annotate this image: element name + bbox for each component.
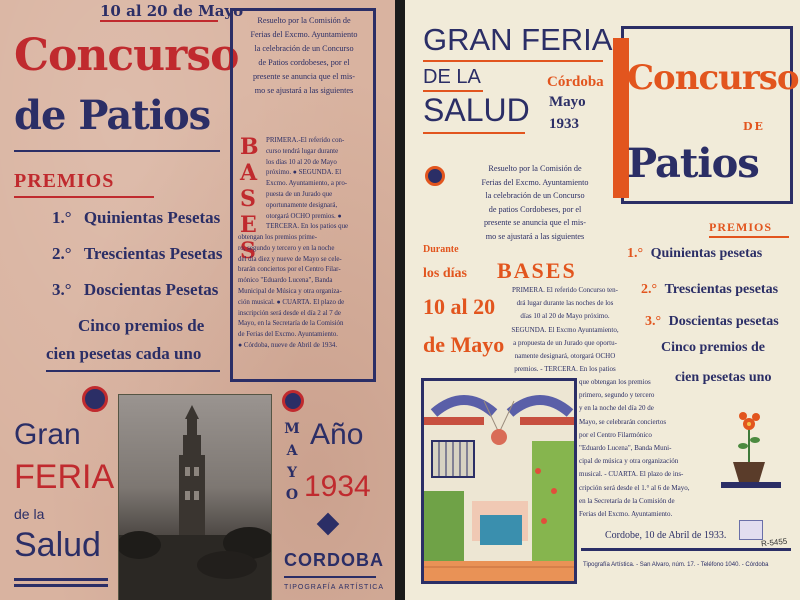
extra-prize-line2: cien pesetas uno bbox=[675, 370, 772, 385]
bases-text-top bbox=[509, 284, 621, 376]
year-text: 1934 bbox=[304, 470, 371, 503]
text-line: curso tendrá lugar durante bbox=[266, 147, 339, 155]
prize-text: Quinientas Pesetas bbox=[83, 208, 221, 227]
text-line: musical. - CUARTA. El plazo de ins- bbox=[579, 470, 684, 479]
text-line: "Eduardo Lucena", Banda Muni- bbox=[579, 444, 672, 453]
bases-text bbox=[266, 136, 374, 233]
text-line: presente se anuncia que el mis- bbox=[483, 218, 587, 228]
text-line: PRIMERA.-El referido con- bbox=[266, 137, 345, 144]
text-line: drá lugar durante las noches de los bbox=[516, 299, 614, 308]
prize-text: Trescientas Pesetas bbox=[83, 244, 223, 263]
salud-rule bbox=[14, 578, 108, 581]
text-line: la celebración de un Concurso bbox=[485, 191, 585, 201]
gran-feria-text: GRAN FERIA bbox=[423, 22, 613, 57]
orange-disc-icon bbox=[425, 166, 445, 186]
title-concurso: Concurso bbox=[14, 30, 239, 81]
text-line: inscripción será desde el día 2 al 7 de bbox=[238, 309, 341, 317]
text-line: a propuesta de un Jurado que oportu- bbox=[513, 338, 617, 347]
prize-number: 1.° bbox=[52, 208, 72, 227]
diamond-icon bbox=[317, 513, 340, 536]
mezquita-photo bbox=[118, 394, 272, 600]
footer-text: Tipografía Artística. - San Alvaro, núm. 17. - Teléfono 1040. - Córdoba bbox=[583, 562, 769, 568]
title-de-patios: de Patios bbox=[14, 92, 211, 139]
text-line: Resuelto por la Comisión de bbox=[488, 164, 582, 173]
title-concurso: Concurso bbox=[627, 58, 799, 98]
premios-rule bbox=[14, 196, 154, 198]
bases-text-wide bbox=[238, 233, 372, 352]
text-line: próximo. ● SEGUNDA. El bbox=[266, 169, 342, 177]
text-line: del día diez y nueve de Mayo se cele- bbox=[238, 255, 342, 263]
text-line: días 10 al 20 de Mayo próximo. bbox=[520, 312, 610, 321]
text-line: Municipal de Música y otra organiza- bbox=[238, 287, 342, 295]
printer-text: TIPOGRAFÍA ARTÍSTICA bbox=[284, 584, 384, 591]
prize-text: Trescientas pesetas bbox=[664, 282, 779, 297]
text-line: premios. - TERCERA. En los patios bbox=[514, 365, 616, 374]
los-dias-text: los días bbox=[423, 266, 467, 281]
text-line: de Ferias del Excmo. Ayuntamiento. bbox=[238, 331, 339, 339]
prize-item bbox=[52, 208, 220, 228]
mayo-vertical bbox=[284, 418, 300, 506]
text-line: de Patios cordobeses, por el bbox=[258, 58, 350, 67]
bases-text-bottom bbox=[579, 376, 691, 521]
mayo-letter: M bbox=[284, 421, 300, 437]
prize-text: Quinientas pesetas bbox=[650, 246, 763, 261]
text-line: SEGUNDA. El Excmo Ayuntamiento, bbox=[511, 325, 619, 334]
extra-prize-line2: cien pesetas cada uno bbox=[46, 344, 202, 363]
text-line: la celebración de un Concurso bbox=[254, 44, 354, 53]
text-line: primero, segundo y tercero bbox=[579, 391, 655, 400]
text-line: puesta de un Jurado que bbox=[266, 190, 333, 198]
text-line: y en la noche del día 20 de bbox=[579, 404, 654, 413]
text-line: otorgará OCHO premios. ● bbox=[266, 212, 342, 220]
intro-text bbox=[453, 162, 617, 244]
text-line: oportunamente designará, bbox=[266, 201, 338, 209]
text-line: mo se ajustará a las siguientes bbox=[254, 86, 354, 95]
feria-text: FERIA bbox=[14, 458, 115, 496]
dela-text: DE LA bbox=[423, 66, 481, 88]
stamp-icon bbox=[739, 520, 763, 540]
text-line: los días 10 al 20 de Mayo bbox=[266, 158, 337, 166]
year-text: 1933 bbox=[549, 116, 579, 132]
city-rule bbox=[284, 576, 376, 578]
salud-rule-2 bbox=[14, 584, 108, 587]
bases-letter: E bbox=[240, 212, 257, 238]
prize-number: 3.° bbox=[645, 314, 662, 329]
mayo-letter: Y bbox=[287, 465, 297, 481]
footer-rule bbox=[581, 548, 791, 551]
title-rule bbox=[14, 150, 220, 152]
dela-text: de la bbox=[14, 506, 45, 522]
prizes-rule bbox=[46, 370, 220, 372]
text-line: ● Córdoba, nueve de Abril de 1934. bbox=[238, 341, 338, 349]
prize-text: Doscientas Pesetas bbox=[83, 280, 219, 299]
ano-text: Año bbox=[310, 418, 364, 451]
header-rule bbox=[100, 20, 218, 22]
text-line: ción musical. ● CUARTA. El plazo de bbox=[238, 298, 345, 306]
patio-scene-icon bbox=[424, 381, 574, 581]
text-line: Mayo, en la Secretaría de la Comisión bbox=[238, 320, 344, 328]
durante-text: Durante bbox=[423, 244, 459, 255]
title-de: DE bbox=[743, 120, 765, 133]
prize-item bbox=[52, 244, 222, 264]
month-text: Mayo bbox=[549, 94, 586, 110]
premios-heading: PREMIOS bbox=[14, 170, 115, 192]
premios-heading: PREMIOS bbox=[709, 220, 773, 234]
text-line: Resuelto por la Comisión de bbox=[257, 16, 351, 25]
dates-line1: 10 al 20 bbox=[423, 294, 496, 319]
prize-item bbox=[52, 280, 218, 300]
text-line: obtengan los premios prime- bbox=[238, 234, 318, 241]
city-text: CORDOBA bbox=[284, 550, 384, 570]
bases-letter: A bbox=[240, 160, 258, 186]
text-line: Ferias del Excmo. Ayuntamiento bbox=[250, 30, 358, 39]
text-line: TERCERA. En los patios que bbox=[266, 223, 349, 231]
text-line: Excmo. Ayuntamiento, a pro- bbox=[266, 180, 348, 188]
dates-line2: de Mayo bbox=[423, 332, 505, 357]
bases-letter: S bbox=[240, 186, 256, 212]
salud-text: Salud bbox=[14, 526, 101, 564]
bases-letter: B bbox=[240, 134, 259, 160]
prize-item bbox=[627, 246, 762, 262]
mayo-letter: O bbox=[285, 487, 299, 503]
salud-text: SALUD bbox=[423, 92, 530, 128]
premios-rule bbox=[709, 236, 789, 238]
prize-text: Doscientas pesetas bbox=[668, 314, 779, 329]
prize-item bbox=[641, 282, 778, 298]
bases-letter: S bbox=[240, 238, 256, 264]
bases-heading: BASES bbox=[497, 258, 577, 283]
text-line: que obtengan los premios bbox=[579, 378, 651, 386]
prize-number: 1.° bbox=[627, 246, 644, 261]
text-line: Ferias del Excmo. Ayuntamiento bbox=[481, 177, 589, 187]
prize-item bbox=[645, 314, 779, 330]
text-line: namente designará, otorgará OCHO bbox=[514, 352, 616, 361]
text-line: Ferias del Excmo. Ayuntamiento. bbox=[579, 510, 673, 519]
intro-text bbox=[237, 14, 371, 98]
extra-prize-line1: Cinco premios de bbox=[78, 316, 205, 335]
text-line: en la Secretaría de la Comisión de bbox=[579, 496, 675, 505]
extra-prize-line1: Cinco premios de bbox=[661, 340, 765, 355]
title-patios: Patios bbox=[627, 140, 759, 187]
gran-feria-rule bbox=[423, 60, 603, 62]
poster-1934 bbox=[0, 0, 395, 600]
text-line: Mayo, se celebrarán conciertos bbox=[579, 417, 667, 426]
text-line: de patios Cordobeses, por el bbox=[488, 204, 582, 214]
gran-text: Gran bbox=[14, 418, 81, 451]
text-line: mónico "Eduardo Lucena", Banda bbox=[238, 277, 333, 285]
flowerpot-icon bbox=[721, 412, 781, 492]
patio-illustration bbox=[421, 378, 577, 584]
red-disc-icon bbox=[82, 386, 108, 412]
date-signed: Cordobe, 10 de Abril de 1933. bbox=[605, 530, 727, 541]
dates-header: 10 al 20 de Mayo bbox=[100, 2, 244, 20]
prize-number: 3.° bbox=[52, 280, 72, 299]
stamp-code: R-5455 bbox=[760, 536, 788, 549]
text-line: PRIMERA. El referido Concurso ten- bbox=[512, 286, 618, 294]
text-line: ro, segundo y tercero y en la noche bbox=[238, 244, 335, 252]
text-line: por el Centro Filarmónico bbox=[579, 430, 652, 439]
salud-rule bbox=[423, 132, 525, 134]
text-line: presente se anuncia que el mis- bbox=[252, 72, 356, 81]
city-text: Córdoba bbox=[547, 74, 604, 90]
text-line: cipal de música y otra organización bbox=[579, 457, 679, 466]
text-line: mo se ajustará a las siguientes bbox=[485, 231, 585, 241]
prize-number: 2.° bbox=[52, 244, 72, 263]
red-disc-icon bbox=[282, 390, 304, 412]
mayo-letter: A bbox=[286, 443, 298, 459]
prize-number: 2.° bbox=[641, 282, 658, 297]
text-line: cripción será desde el 1.° al 6 de Mayo, bbox=[579, 483, 690, 492]
bell-tower-icon bbox=[119, 395, 271, 600]
text-line: brarán conciertos por el Centro Filar- bbox=[238, 266, 341, 274]
poster-1933 bbox=[405, 0, 800, 600]
